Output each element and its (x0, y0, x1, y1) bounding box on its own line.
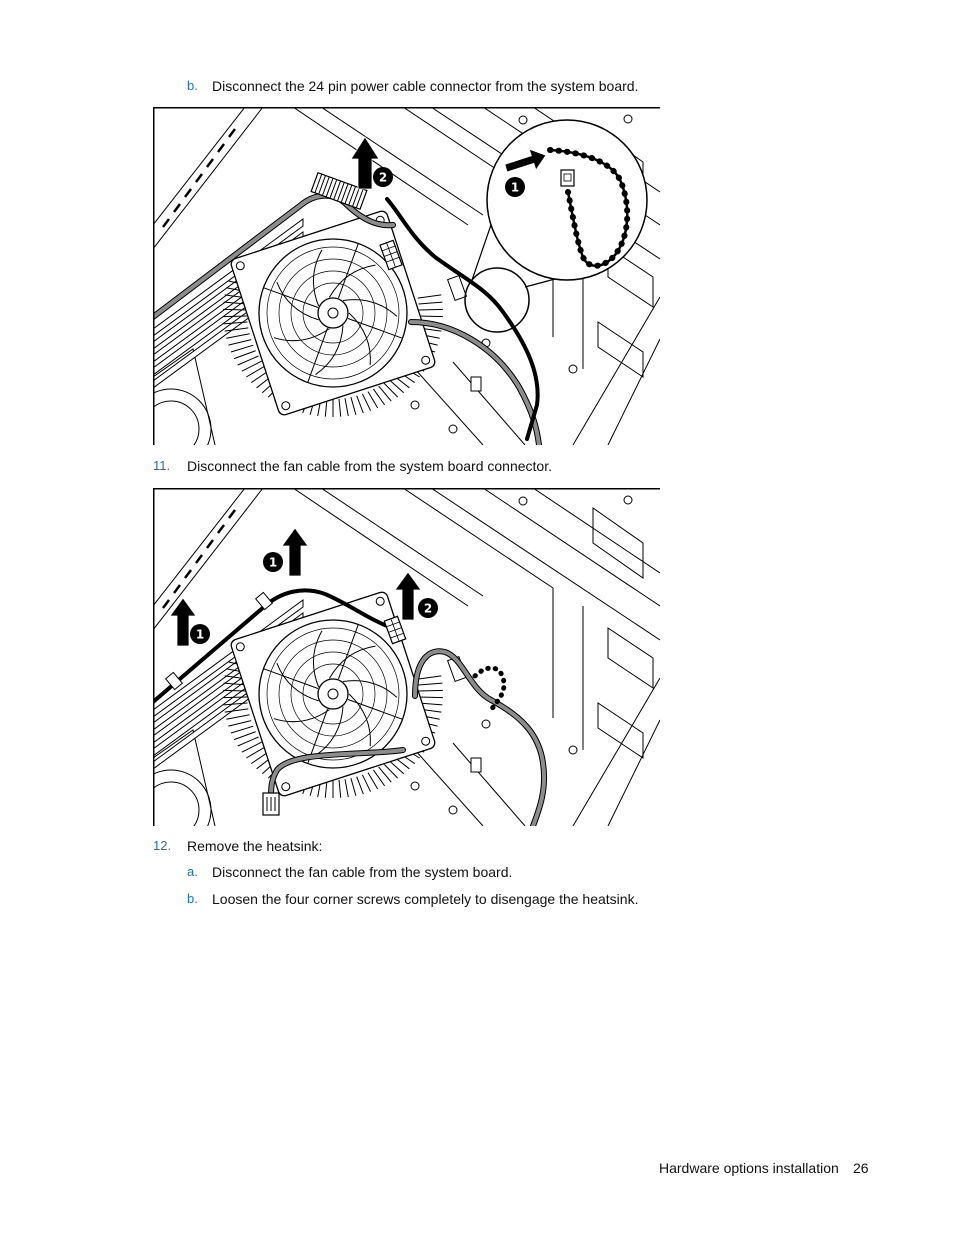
callout-number: 2 (423, 601, 433, 616)
substep-text: Disconnect the 24 pin power cable connector from the system board. (212, 78, 639, 94)
step-text: Disconnect the fan cable from the system board connector. (187, 458, 552, 474)
heatsink-fin (362, 775, 370, 792)
illustration-power-cable (153, 107, 660, 445)
chassis-line (453, 743, 525, 826)
heatsink-screw (422, 356, 430, 364)
board-screw (449, 806, 457, 814)
rear-fan-inner (153, 782, 199, 826)
heatsink-fin (223, 690, 247, 691)
chassis-line (533, 488, 660, 573)
heatsink-fin (351, 778, 356, 796)
board-screw (411, 782, 419, 790)
heatsink-fin (419, 683, 443, 685)
heatsink-fin (418, 676, 442, 679)
chassis-vent-slot (185, 189, 191, 197)
chassis-line (153, 107, 245, 225)
chassis-vent-slot (185, 570, 191, 578)
chassis-vent-slot (196, 174, 202, 182)
heatsink-fin (238, 356, 259, 365)
heatsink-fin (226, 334, 249, 338)
callout-number: 1 (268, 555, 278, 570)
heatsink-fin (339, 780, 341, 798)
chassis-line (153, 488, 245, 606)
substep-text: Loosen the four corner screws completely to disengage the heatsink. (212, 891, 639, 907)
heatsink-fin (419, 309, 443, 310)
heatsink-screw (422, 737, 430, 745)
step-text: Remove the heatsink: (187, 838, 323, 854)
board-screw (519, 497, 527, 505)
heatsink-fin (419, 302, 443, 304)
heatsink-fin (368, 773, 378, 789)
rear-fan-inner (153, 401, 199, 445)
chassis-vent-slot (163, 600, 169, 608)
heatsink-fin (419, 316, 443, 317)
substep-marker: a. (187, 864, 198, 879)
chassis-line (573, 297, 660, 445)
heatsink-fin (345, 398, 348, 416)
heatsink-fin (351, 397, 356, 415)
chassis-vent-slot (207, 159, 213, 167)
chassis-vent-slot (174, 204, 180, 212)
chassis-line (483, 488, 660, 606)
chassis-line (608, 720, 660, 826)
heatsink-fin (339, 399, 341, 417)
heatsink-fin (223, 316, 247, 317)
heatsink-screw (376, 597, 384, 605)
chassis-line (573, 678, 660, 826)
chassis-line (153, 488, 263, 630)
illustration-fan-cable (153, 488, 660, 826)
rear-fan-outline (153, 389, 211, 445)
chassis-line (153, 107, 263, 249)
substep-marker: b. (187, 78, 198, 93)
chassis-vent-slot (229, 510, 235, 518)
board-connector (448, 276, 467, 301)
heatsink-screw (282, 402, 290, 410)
rear-fan-outline (153, 770, 211, 826)
chassis-line (598, 322, 643, 377)
chassis-vent-slot (218, 525, 224, 533)
chassis-line (593, 508, 643, 578)
callout-number: 1 (195, 627, 205, 642)
footer-section-title: Hardware options installation (659, 1160, 839, 1176)
chassis-vent-slot (229, 129, 235, 137)
arrow-up-icon (282, 528, 308, 576)
heatsink-fin (234, 732, 256, 740)
chassis-line (598, 703, 643, 758)
chassis-line (608, 339, 660, 445)
figure-disconnect-fan-cable (153, 488, 660, 826)
heatsink-fin (231, 345, 253, 352)
heatsink-fin (226, 715, 249, 719)
heatsink-fin (238, 737, 259, 746)
board-screw (482, 720, 490, 728)
heatsink-fin (357, 396, 364, 413)
chassis-vent-slot (174, 585, 180, 593)
heatsink-fin (419, 697, 443, 698)
heatsink-fin (228, 340, 251, 346)
step-number: 11. (153, 458, 171, 473)
board-screw (569, 746, 577, 754)
callout-number: 2 (378, 170, 388, 185)
arrow-up-icon (395, 572, 421, 620)
heatsink-fin (345, 779, 348, 797)
fan-hub (318, 298, 348, 328)
board-screw (519, 116, 527, 124)
cable-clip (256, 592, 273, 609)
callout-number: 1 (510, 180, 520, 195)
chassis-line (608, 628, 653, 688)
chassis-line (431, 488, 660, 640)
chassis-line (403, 488, 553, 588)
heatsink-screw (236, 643, 244, 651)
fan-hub (318, 679, 348, 709)
board-connector (471, 758, 481, 772)
board-connector (471, 377, 481, 391)
heatsink-fin (228, 721, 251, 727)
board-screw (411, 401, 419, 409)
step-number: 12. (153, 838, 172, 853)
chassis-vent-slot (207, 540, 213, 548)
heatsink-fin (368, 392, 378, 408)
chassis-vent-slot (218, 144, 224, 152)
heatsink-screw (282, 783, 290, 791)
heatsink-fin (223, 309, 247, 310)
heatsink-fin (223, 697, 247, 698)
chassis-vent-slot (163, 219, 169, 227)
heatsink-fin (418, 295, 442, 298)
chassis-base (153, 488, 660, 826)
heatsink-fin (231, 726, 253, 733)
chassis-vent-slot (196, 555, 202, 563)
detail-focus-circle (465, 268, 529, 332)
chassis-line (293, 107, 468, 225)
heatsink-fin (419, 690, 443, 691)
board-screw (624, 496, 632, 504)
chassis-line (293, 488, 468, 606)
heatsink-fin (234, 351, 256, 359)
board-screw (449, 425, 457, 433)
substep-text: Disconnect the fan cable from the system board. (212, 864, 513, 880)
substep-marker: b. (187, 891, 198, 906)
heatsink-fin (357, 777, 364, 794)
figure-disconnect-power-cable (153, 107, 660, 445)
heatsink-fin (362, 394, 370, 411)
page-number: 26 (853, 1160, 869, 1176)
board-screw (624, 115, 632, 123)
board-screw (569, 365, 577, 373)
heatsink-screw (236, 262, 244, 270)
cable-connector (561, 170, 574, 186)
